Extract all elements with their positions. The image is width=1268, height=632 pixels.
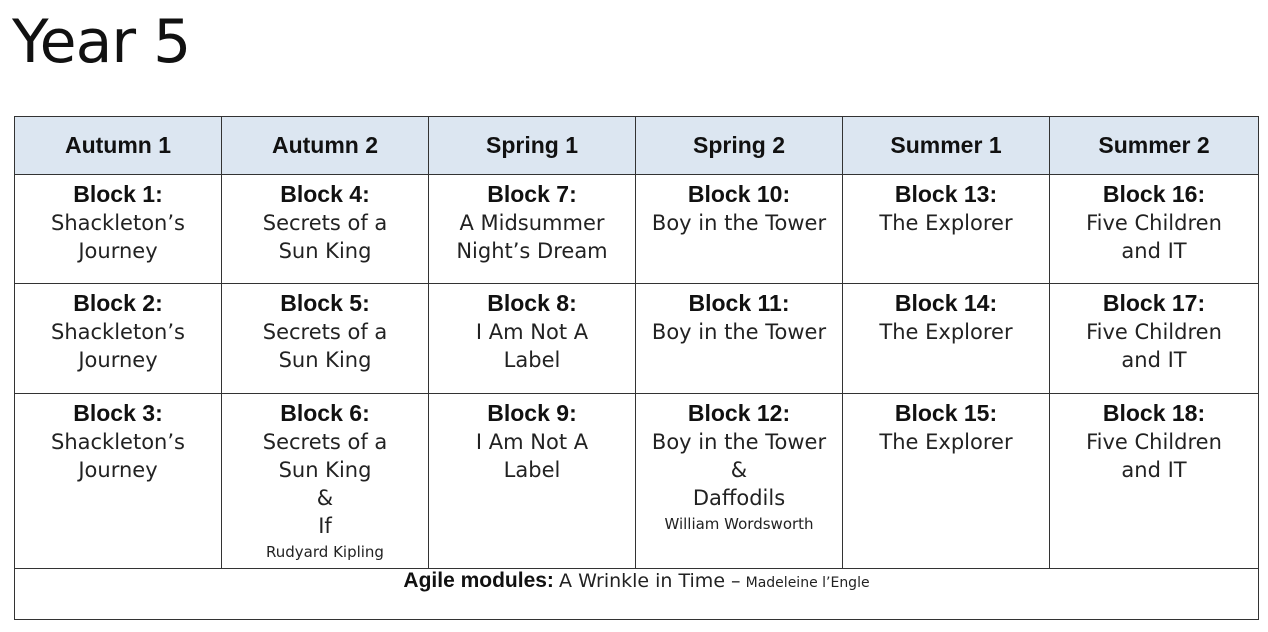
header-spring-2: Spring 2 bbox=[636, 117, 843, 175]
header-summer-2: Summer 2 bbox=[1050, 117, 1259, 175]
block-label: Block 1: bbox=[73, 181, 163, 207]
book-title-line: Five Children bbox=[1086, 320, 1222, 344]
header-autumn-1: Autumn 1 bbox=[15, 117, 222, 175]
table-cell bbox=[429, 175, 636, 284]
block-label: Block 4: bbox=[280, 181, 370, 207]
book-title-line: Daffodils bbox=[692, 486, 786, 510]
table-row bbox=[15, 394, 1259, 569]
book-title-line: and IT bbox=[1121, 458, 1187, 482]
table-cell bbox=[222, 284, 429, 394]
book-title-line: Secrets of a bbox=[262, 430, 388, 454]
book-title-line: & bbox=[316, 486, 334, 510]
block-label: Block 14: bbox=[894, 290, 998, 316]
book-title-line: A Midsummer bbox=[459, 211, 605, 235]
book-title-line: The Explorer bbox=[879, 320, 1013, 344]
page-title: Year 5 bbox=[12, 7, 191, 77]
book-title-line: I Am Not A bbox=[475, 320, 589, 344]
block-label: Block 15: bbox=[894, 400, 998, 426]
table-row bbox=[15, 284, 1259, 394]
block-label: Block 6: bbox=[280, 400, 370, 426]
book-title-line: The Explorer bbox=[879, 211, 1013, 235]
table-cell bbox=[1050, 284, 1259, 394]
block-label: Block 3: bbox=[73, 400, 163, 426]
header-autumn-2: Autumn 2 bbox=[222, 117, 429, 175]
agile-book-title: A Wrinkle in Time – bbox=[559, 570, 741, 592]
table-cell bbox=[222, 175, 429, 284]
table-cell bbox=[15, 394, 222, 569]
block-label: Block 16: bbox=[1102, 181, 1206, 207]
table-cell bbox=[636, 175, 843, 284]
agile-author-name: Madeleine l’Engle bbox=[745, 575, 870, 591]
agile-row bbox=[15, 569, 1259, 620]
author-name: Rudyard Kipling bbox=[266, 543, 384, 561]
book-title-line: Shackleton’s bbox=[51, 430, 185, 454]
book-title-line: Sun King bbox=[278, 239, 372, 263]
book-title-line: & bbox=[730, 458, 748, 482]
block-label: Block 13: bbox=[894, 181, 998, 207]
block-label: Block 8: bbox=[487, 290, 577, 316]
table-cell bbox=[636, 284, 843, 394]
book-title-line: If bbox=[318, 514, 332, 538]
book-title-line: Five Children bbox=[1086, 211, 1222, 235]
block-label: Block 9: bbox=[487, 400, 577, 426]
book-title-line: Night’s Dream bbox=[456, 239, 608, 263]
block-label: Block 11: bbox=[688, 290, 790, 316]
block-label: Block 17: bbox=[1102, 290, 1206, 316]
book-title-line: Boy in the Tower bbox=[651, 430, 827, 454]
book-title-line: and IT bbox=[1121, 348, 1187, 372]
table-cell bbox=[843, 394, 1050, 569]
header-row bbox=[15, 117, 1259, 175]
book-title-line: Secrets of a bbox=[262, 211, 388, 235]
table-cell bbox=[636, 394, 843, 569]
table-cell bbox=[429, 394, 636, 569]
book-title-line: Secrets of a bbox=[262, 320, 388, 344]
book-title-line: Five Children bbox=[1086, 430, 1222, 454]
table-row bbox=[15, 175, 1259, 284]
book-title-line: Shackleton’s bbox=[51, 320, 185, 344]
author-name: William Wordsworth bbox=[664, 515, 814, 533]
curriculum-table bbox=[14, 116, 1259, 620]
book-title-line: Boy in the Tower bbox=[651, 320, 827, 344]
table-cell bbox=[1050, 394, 1259, 569]
table-cell bbox=[843, 284, 1050, 394]
table-cell bbox=[15, 175, 222, 284]
agile-modules-label: Agile modules: bbox=[403, 569, 554, 592]
book-title-line: Label bbox=[503, 348, 561, 372]
block-label: Block 5: bbox=[280, 290, 370, 316]
table-cell bbox=[429, 284, 636, 394]
header-summer-1: Summer 1 bbox=[843, 117, 1050, 175]
table-cell bbox=[1050, 175, 1259, 284]
block-label: Block 7: bbox=[487, 181, 577, 207]
agile-modules-cell bbox=[15, 569, 1259, 620]
table-cell bbox=[843, 175, 1050, 284]
book-title-line: The Explorer bbox=[879, 430, 1013, 454]
block-label: Block 12: bbox=[687, 400, 791, 426]
book-title-line: Sun King bbox=[278, 348, 372, 372]
table-cell bbox=[222, 394, 429, 569]
block-label: Block 10: bbox=[687, 181, 791, 207]
book-title-line: Sun King bbox=[278, 458, 372, 482]
header-spring-1: Spring 1 bbox=[429, 117, 636, 175]
book-title-line: Boy in the Tower bbox=[651, 211, 827, 235]
block-label: Block 18: bbox=[1102, 400, 1206, 426]
table-cell bbox=[15, 284, 222, 394]
book-title-line: Journey bbox=[78, 458, 158, 482]
book-title-line: Label bbox=[503, 458, 561, 482]
block-label: Block 2: bbox=[73, 290, 163, 316]
book-title-line: and IT bbox=[1121, 239, 1187, 263]
book-title-line: Journey bbox=[78, 348, 158, 372]
book-title-line: I Am Not A bbox=[475, 430, 589, 454]
book-title-line: Shackleton’s bbox=[51, 211, 185, 235]
book-title-line: Journey bbox=[78, 239, 158, 263]
